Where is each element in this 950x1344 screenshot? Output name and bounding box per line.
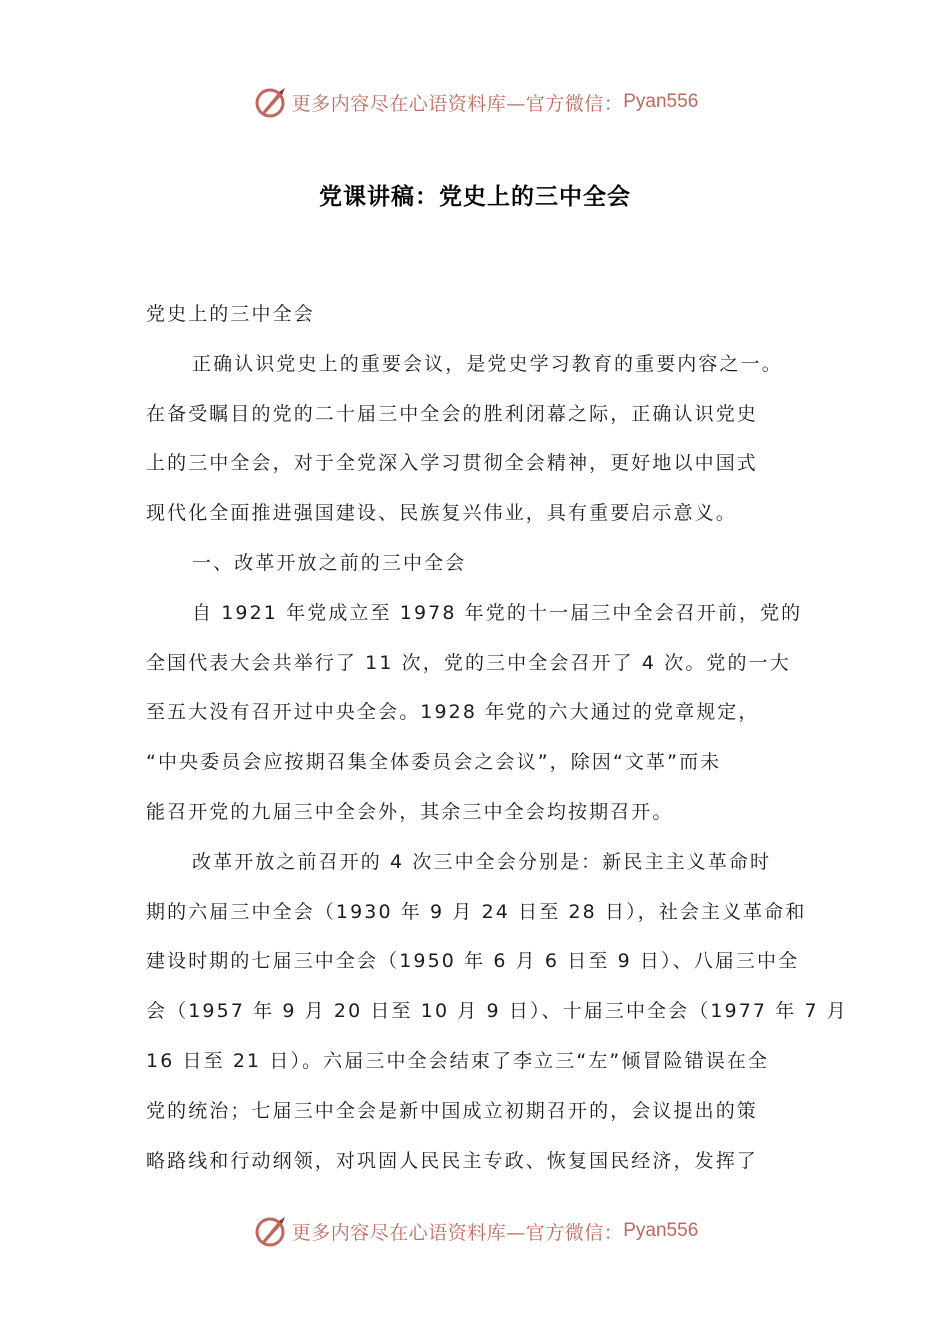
text-line: 正确认识党史上的重要会议，是党史学习教育的重要内容之一。 — [192, 352, 783, 375]
text-line: 改革开放之前召开的 4 次三中全会分别是：新民主主义革命时 — [192, 850, 772, 873]
document-body — [146, 290, 848, 1186]
watermark-wechat-id: Pyan556 — [623, 91, 699, 112]
watermark-banner-top — [0, 82, 950, 122]
text-line: 能召开党的九届三中全会外，其余三中全会均按期召开。 — [146, 800, 674, 823]
text-line: 至五大没有召开过中央全会。1928 年党的六大通过的党章规定， — [146, 701, 760, 724]
text-line: 上的三中全会，对于全党深入学习贯彻全会精神，更好地以中国式 — [146, 452, 758, 475]
watermark-wechat-id: Pyan556 — [623, 1220, 699, 1241]
text-line: 党史上的三中全会 — [146, 303, 315, 325]
text-line: 期的六届三中全会（1930 年 9 月 24 日至 28 日），社会主义革命和 — [146, 900, 807, 923]
watermark-banner-bottom — [0, 1211, 950, 1251]
watermark-text: 更多内容尽在心语资料库—官方微信： — [291, 1221, 624, 1244]
document-title: 党课讲稿：党史上的三中全会 — [319, 184, 631, 210]
text-line: 在备受瞩目的党的二十届三中全会的胜利闭幕之际，正确认识党史 — [146, 402, 758, 425]
text-line: “中央委员会应按期召集全体委员会之会议”，除因“文革”而未 — [146, 751, 722, 774]
text-line: 建设时期的七届三中全会（1950 年 6 月 6 日至 9 日）、八届三中全 — [146, 950, 800, 973]
quill-pen-logo-icon — [252, 1213, 288, 1249]
text-line: 略路线和行动纲领，对巩固人民民主专政、恢复国民经济，发挥了 — [146, 1149, 758, 1172]
quill-pen-logo-icon — [252, 84, 288, 120]
text-line: 会（1957 年 9 月 20 日至 10 月 9 日）、十届三中全会（1977 年 7 月 — [146, 1000, 848, 1023]
text-line: 全国代表大会共举行了 11 次，党的三中全会召开了 4 次。党的一大 — [146, 651, 791, 674]
text-line: 16 日至 21 日）。六届三中全会结束了李立三“左”倾冒险错误在全 — [146, 1049, 770, 1072]
watermark-text: 更多内容尽在心语资料库—官方微信： — [291, 92, 624, 115]
text-line: 自 1921 年党成立至 1978 年党的十一届三中全会召开前，党的 — [192, 601, 803, 624]
text-line: 现代化全面推进强国建设、民族复兴伟业，具有重要启示意义。 — [146, 502, 737, 525]
text-line: 党的统治；七届三中全会是新中国成立初期召开的，会议提出的策 — [146, 1099, 758, 1122]
text-line: 一、改革开放之前的三中全会 — [192, 551, 467, 574]
